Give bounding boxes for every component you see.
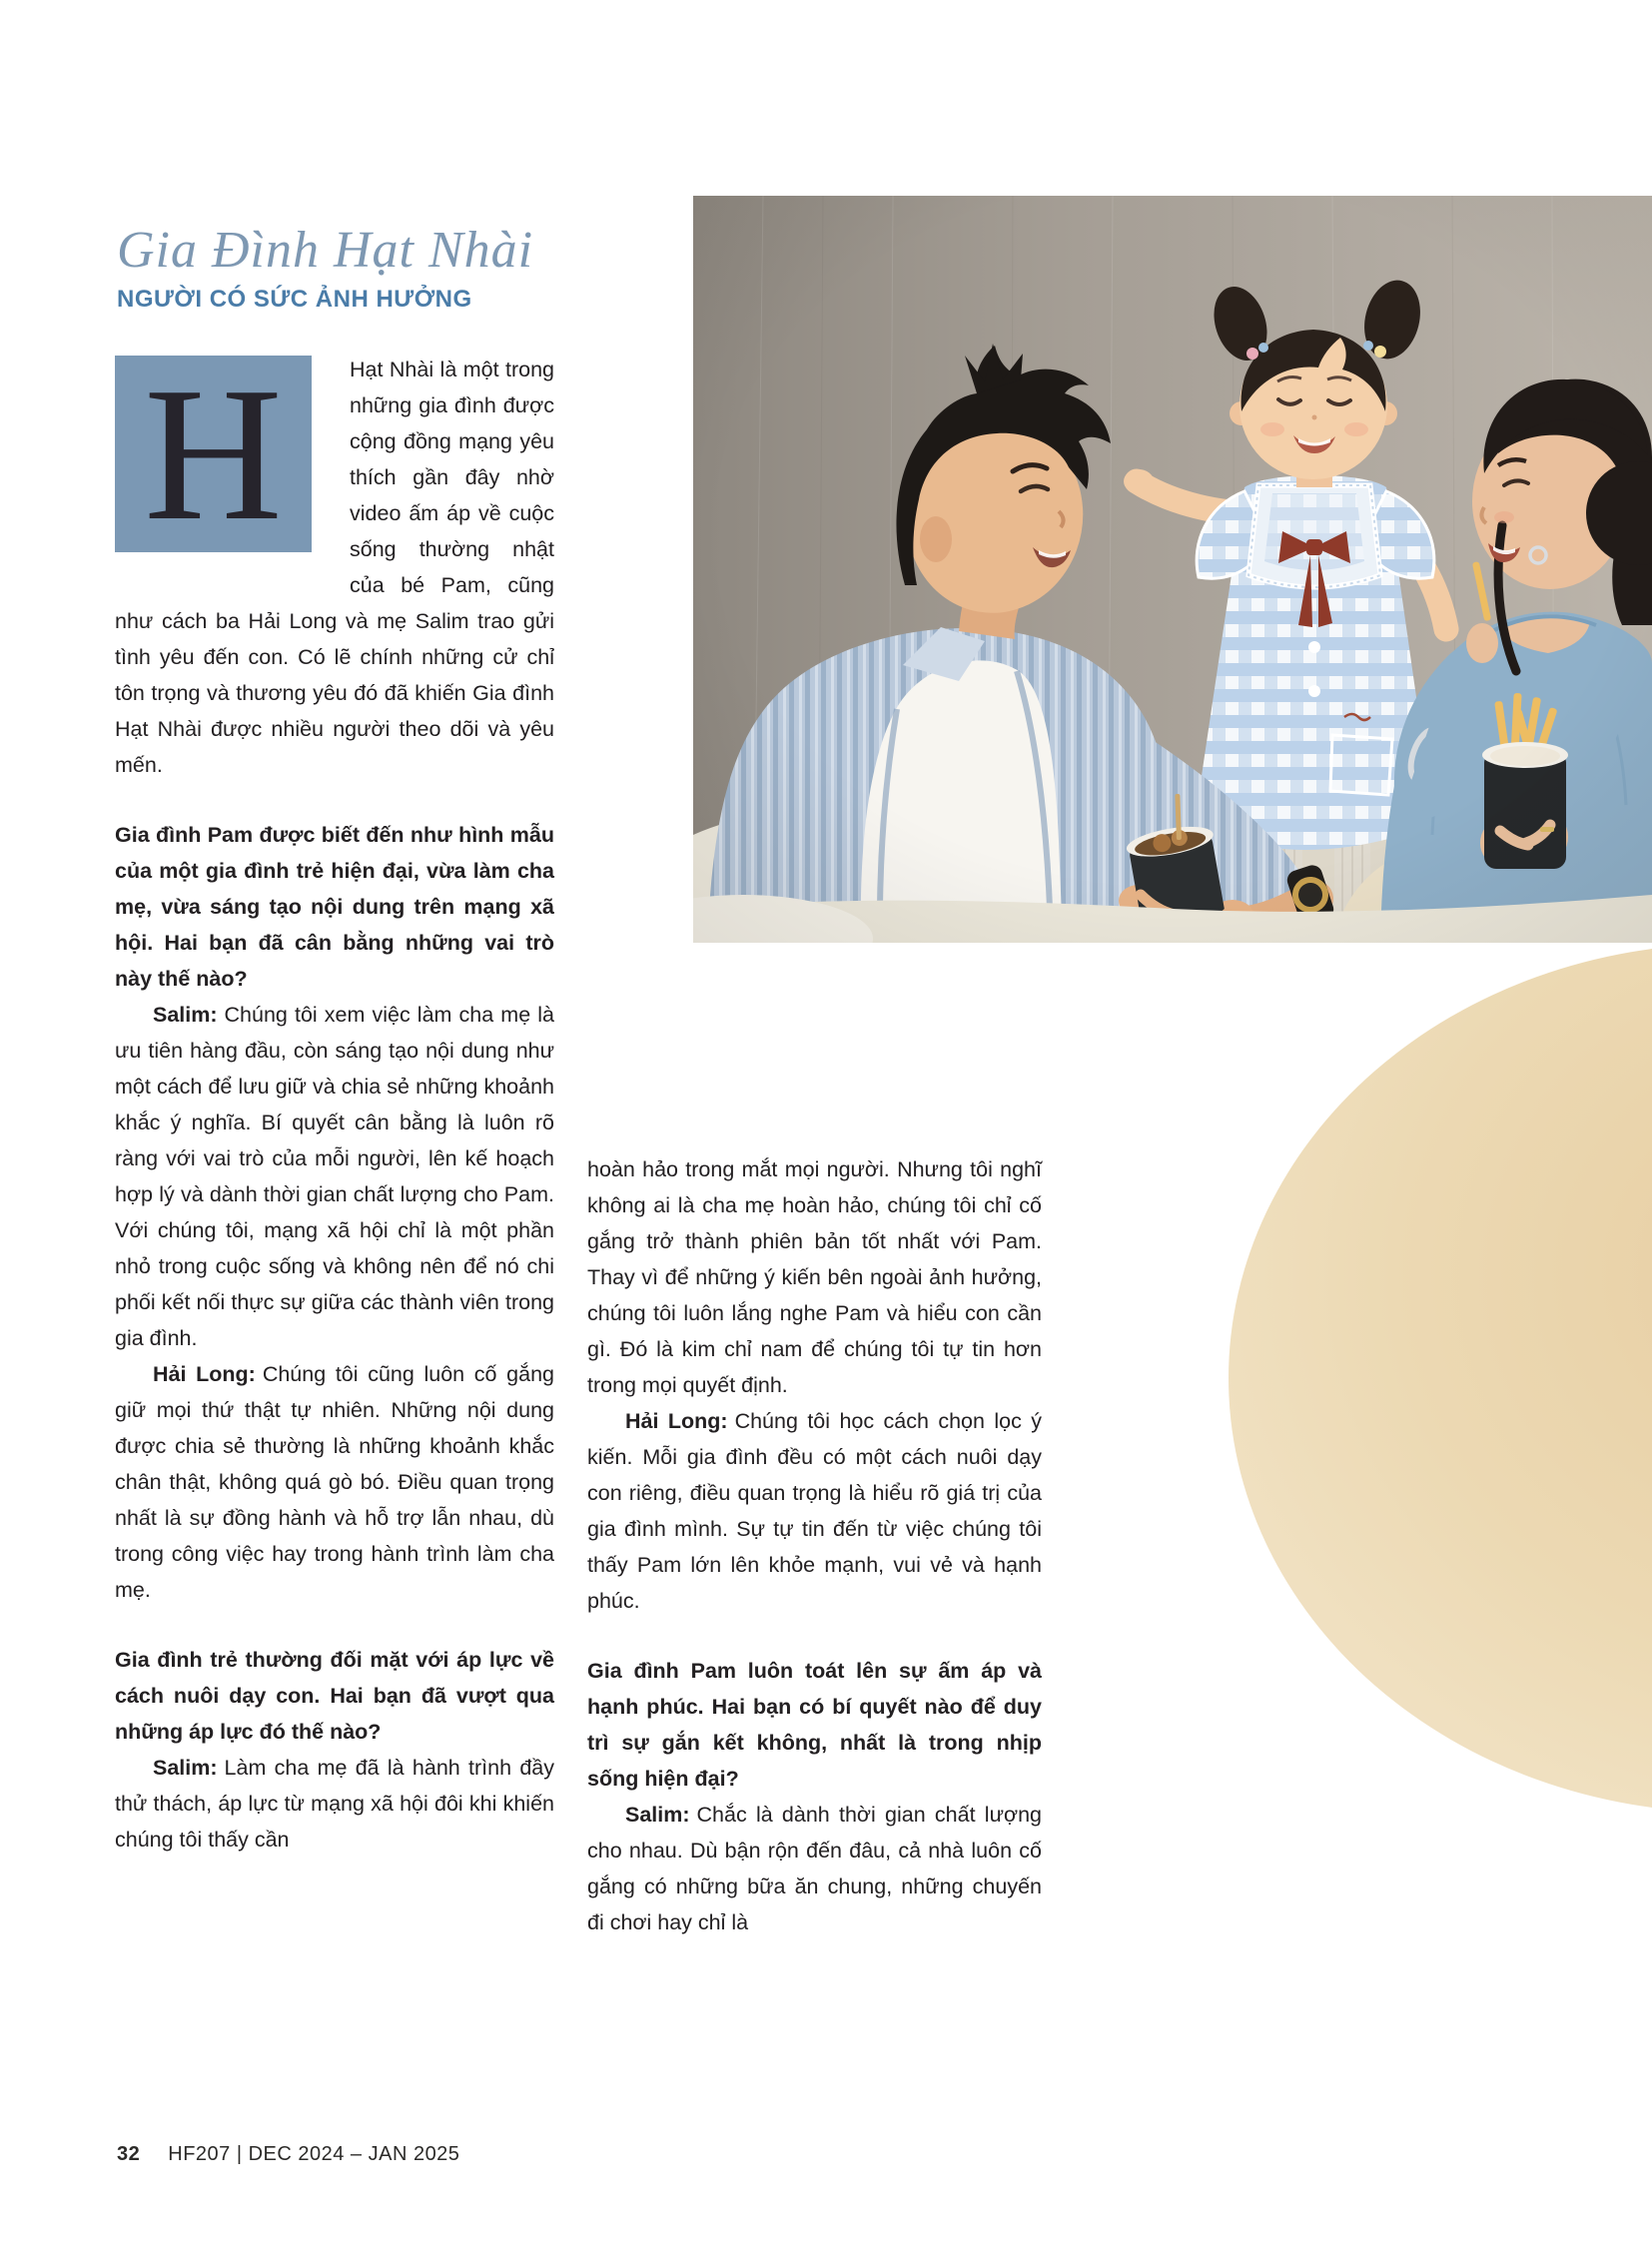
answer-3-continued: hoàn hảo trong mắt mọi người. Nhưng tôi nghĩ không ai là cha mẹ hoàn hảo, chúng tôi chỉ cố gắng trở thành phiên bản tốt nhất với Pam. Thay vì để những ý kiến bên ngoài ảnh hưởng, chúng tôi luôn lắng nghe Pam và hiểu con cần gì. Đó là kim chỉ nam để chúng tôi tự tin hơn trong mọi quyết định. [587, 1157, 1042, 1397]
family-photo [693, 196, 1652, 943]
family-photo-illustration [693, 196, 1652, 943]
speaker-salim-1: Salim: [153, 1003, 218, 1027]
issue-info: HF207 | DEC 2024 – JAN 2025 [168, 2143, 460, 2165]
article-title: Gia Đình Hạt Nhài [117, 222, 534, 279]
answer-4 [587, 1403, 1042, 1619]
speaker-salim-3: Salim: [625, 1803, 690, 1827]
page-footer [117, 2143, 459, 2166]
intro-text: Hạt Nhài là một trong những gia đình được cộng đồng mạng yêu thích gần đây nhờ video ấm áp về cuộc sống thường nhật của bé Pam, cũng như cách ba Hải Long và mẹ Salim trao gửi tình yêu đến con. Có lẽ chính những cử chỉ tôn trọng và thương yêu đó đã khiến Gia đình Hạt Nhài được nhiều người theo dõi và yêu mến. [115, 358, 554, 777]
question-3: Gia đình Pam luôn toát lên sự ấm áp và hạnh phúc. Hai bạn có bí quyết nào để duy trì sự gắn kết không, nhất là trong nhịp sống hiện đại? [587, 1659, 1042, 1791]
answer-3-text: Làm cha mẹ đã là hành trình đầy thử thách, áp lực từ mạng xã hội đôi khi khiến chúng tôi thấy cần [115, 1756, 554, 1852]
answer-5 [587, 1797, 1042, 1940]
speaker-hailong-1: Hải Long: [153, 1362, 256, 1386]
answer-4-text: Chúng tôi học cách chọn lọc ý kiến. Mỗi gia đình đều có một cách nuôi dạy con riêng, điều quan trọng là hiểu rõ giá trị của gia đình mình. Sự tự tin đến từ việc chúng tôi thấy Pam lớn lên khỏe mạnh, vui vẻ và hạnh phúc. [587, 1409, 1042, 1613]
answer-5-text: Chắc là dành thời gian chất lượng cho nhau. Dù bận rộn đến đâu, cả nhà luôn cố gắng có những bữa ăn chung, những chuyến đi chơi hay chỉ là [587, 1803, 1042, 1934]
answer-2-text: Chúng tôi cũng luôn cố gắng giữ mọi thứ thật tự nhiên. Những nội dung được chia sẻ thường là những khoảnh khắc chân thật, không quá gò bó. Điều quan trọng nhất là sự đồng hành và hỗ trợ lẫn nhau, dù trong công việc hay trong hành trình làm cha mẹ. [115, 1362, 554, 1602]
left-column [115, 347, 554, 1858]
answer-1 [115, 997, 554, 1356]
article-header [117, 222, 533, 314]
dropcap-h: H [115, 356, 312, 552]
page-number: 32 [117, 2143, 141, 2165]
question-2: Gia đình trẻ thường đối mặt với áp lực về cách nuôi dạy con. Hai bạn đã vượt qua những áp lực đó thế nào? [115, 1648, 554, 1744]
article-subtitle: NGƯỜI CÓ SỨC ẢNH HƯỞNG [117, 286, 472, 313]
answer-2 [115, 1356, 554, 1608]
speaker-salim-2: Salim: [153, 1756, 218, 1780]
speaker-hailong-2: Hải Long: [625, 1409, 728, 1433]
intro-paragraph [115, 347, 554, 783]
question-1: Gia đình Pam được biết đến như hình mẫu của một gia đình trẻ hiện đại, vừa làm cha mẹ, vừa sáng tạo nội dung trên mạng xã hội. Hai bạn đã cân bằng những vai trò này thế nào? [115, 823, 554, 991]
beige-circle-decoration [1229, 944, 1652, 1813]
answer-1-text: Chúng tôi xem việc làm cha mẹ là ưu tiên hàng đầu, còn sáng tạo nội dung như một cách để lưu giữ và chia sẻ những khoảnh khắc ý nghĩa. Bí quyết cân bằng là luôn rõ ràng với vai trò của mỗi người, lên kế hoạch hợp lý và dành thời gian chất lượng cho Pam. Với chúng tôi, mạng xã hội chỉ là một phần nhỏ trong cuộc sống và không nên để nó chi phối kết nối thực sự giữa các thành viên trong gia đình. [115, 1003, 554, 1350]
middle-column [587, 1151, 1042, 1940]
answer-3 [115, 1750, 554, 1858]
